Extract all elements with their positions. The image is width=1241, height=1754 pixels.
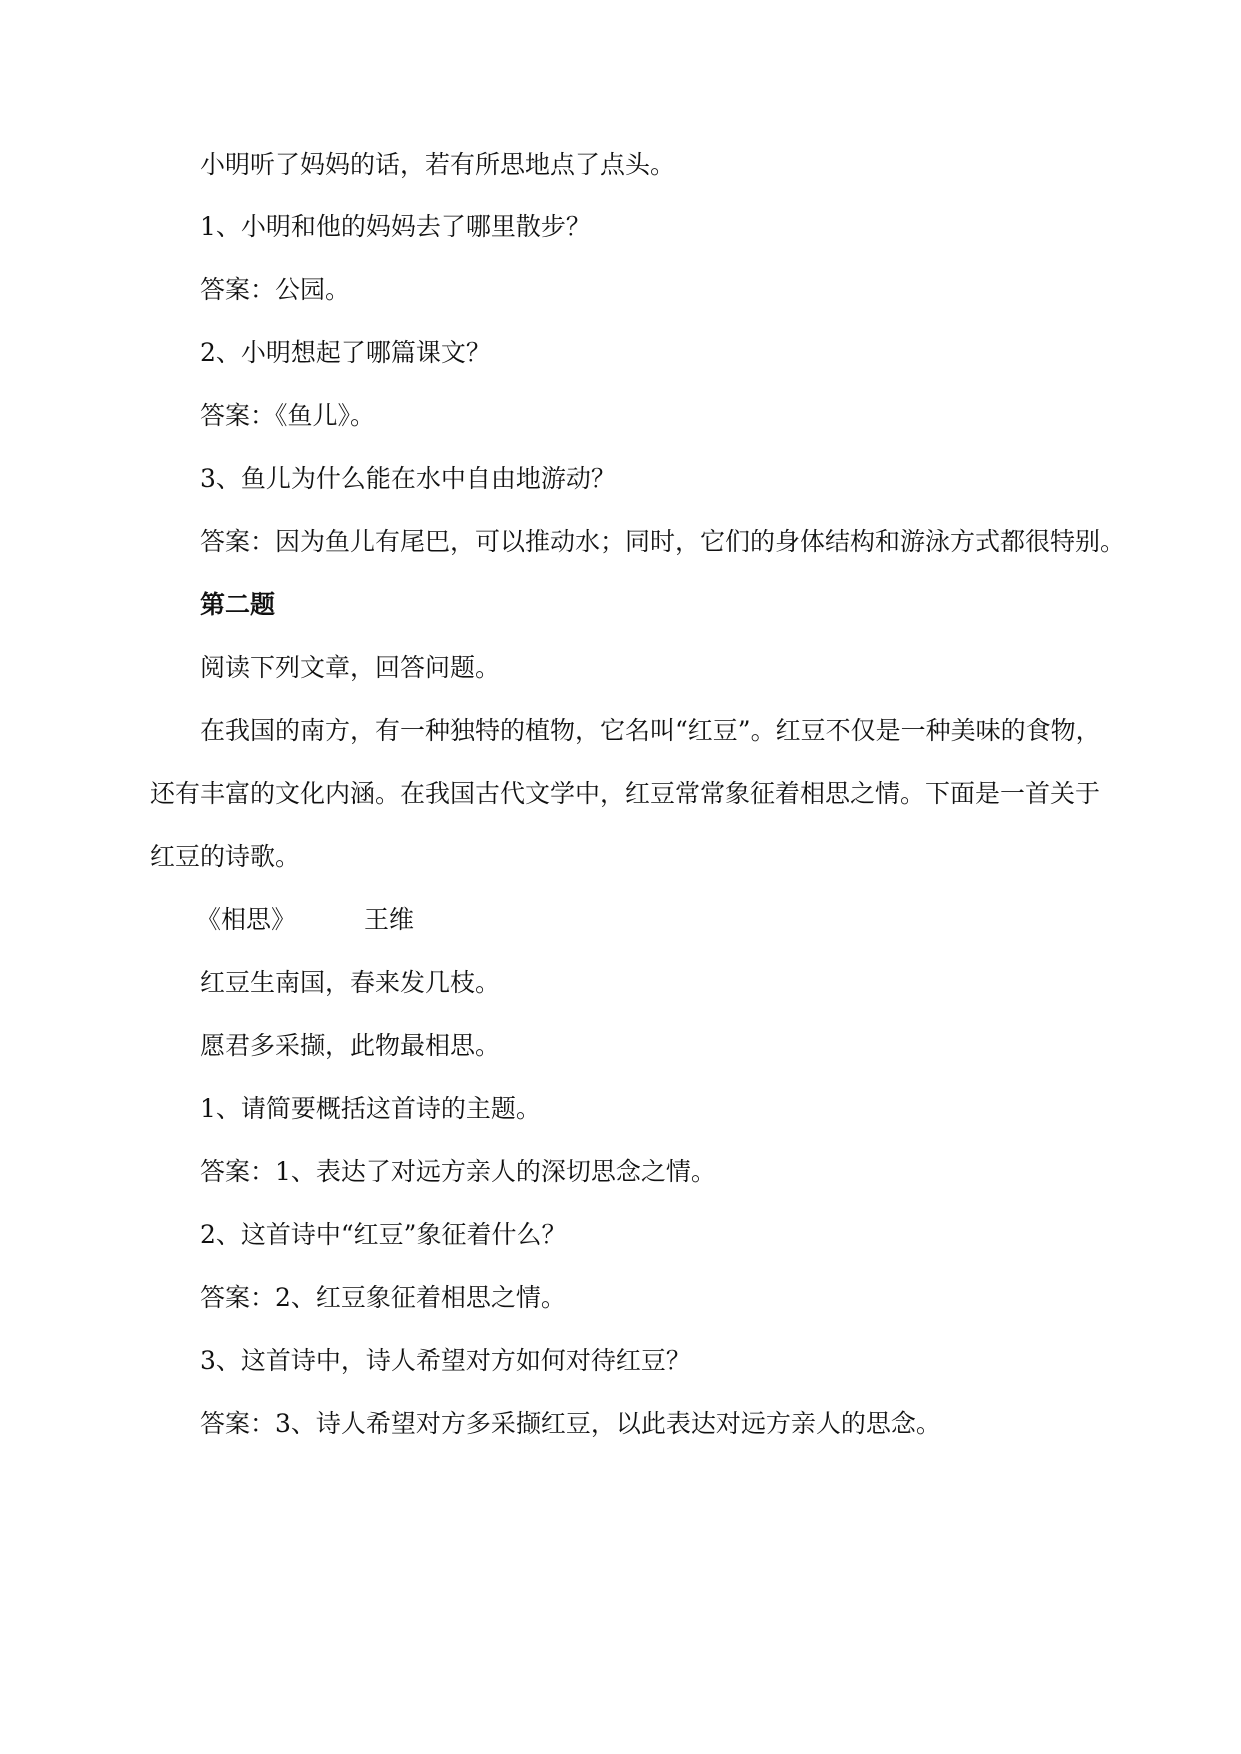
answer-2: 答案：《鱼儿》。 [200,401,376,430]
section-heading: 第二题 [200,590,276,619]
section2-answer-1: 答案：1、表达了对远方亲人的深切思念之情。 [200,1157,716,1186]
paragraph-line-3: 红豆的诗歌。 [150,842,301,871]
section2-answer-3: 答案：3、诗人希望对方多采撷红豆，以此表达对远方亲人的思念。 [200,1409,941,1438]
section2-question-2: 2、这首诗中“红豆”象征着什么？ [200,1220,567,1249]
paragraph-line-1: 在我国的南方，有一种独特的植物，它名叫“红豆”。红豆不仅是一种美味的食物， [200,716,1101,745]
answer-3: 答案：因为鱼儿有尾巴，可以推动水；同时，它们的身体结构和游泳方式都很特别。 [200,527,1126,556]
paragraph-line-2: 还有丰富的文化内涵。在我国古代文学中，红豆常常象征着相思之情。下面是一首关于 [150,779,1101,808]
poem-header [196,903,414,937]
poem-author: 王维 [364,905,415,934]
question-1: 1、小明和他的妈妈去了哪里散步？ [200,212,591,241]
poem-line-2: 愿君多采撷，此物最相思。 [200,1031,501,1060]
question-2: 2、小明想起了哪篇课文？ [200,338,491,367]
question-3: 3、鱼儿为什么能在水中自由地游动？ [200,464,616,493]
section2-answer-2: 答案：2、红豆象征着相思之情。 [200,1283,566,1312]
section2-question-3: 3、这首诗中，诗人希望对方如何对待红豆？ [200,1346,691,1375]
reading-instruction: 阅读下列文章，回答问题。 [200,653,501,682]
poem-line-1: 红豆生南国，春来发几枝。 [200,968,501,997]
answer-1: 答案：公园。 [200,275,351,304]
poem-title: 《相思》 [196,905,297,934]
section2-question-1: 1、请简要概括这首诗的主题。 [200,1094,541,1123]
passage-closing-line: 小明听了妈妈的话，若有所思地点了点头。 [200,150,676,179]
